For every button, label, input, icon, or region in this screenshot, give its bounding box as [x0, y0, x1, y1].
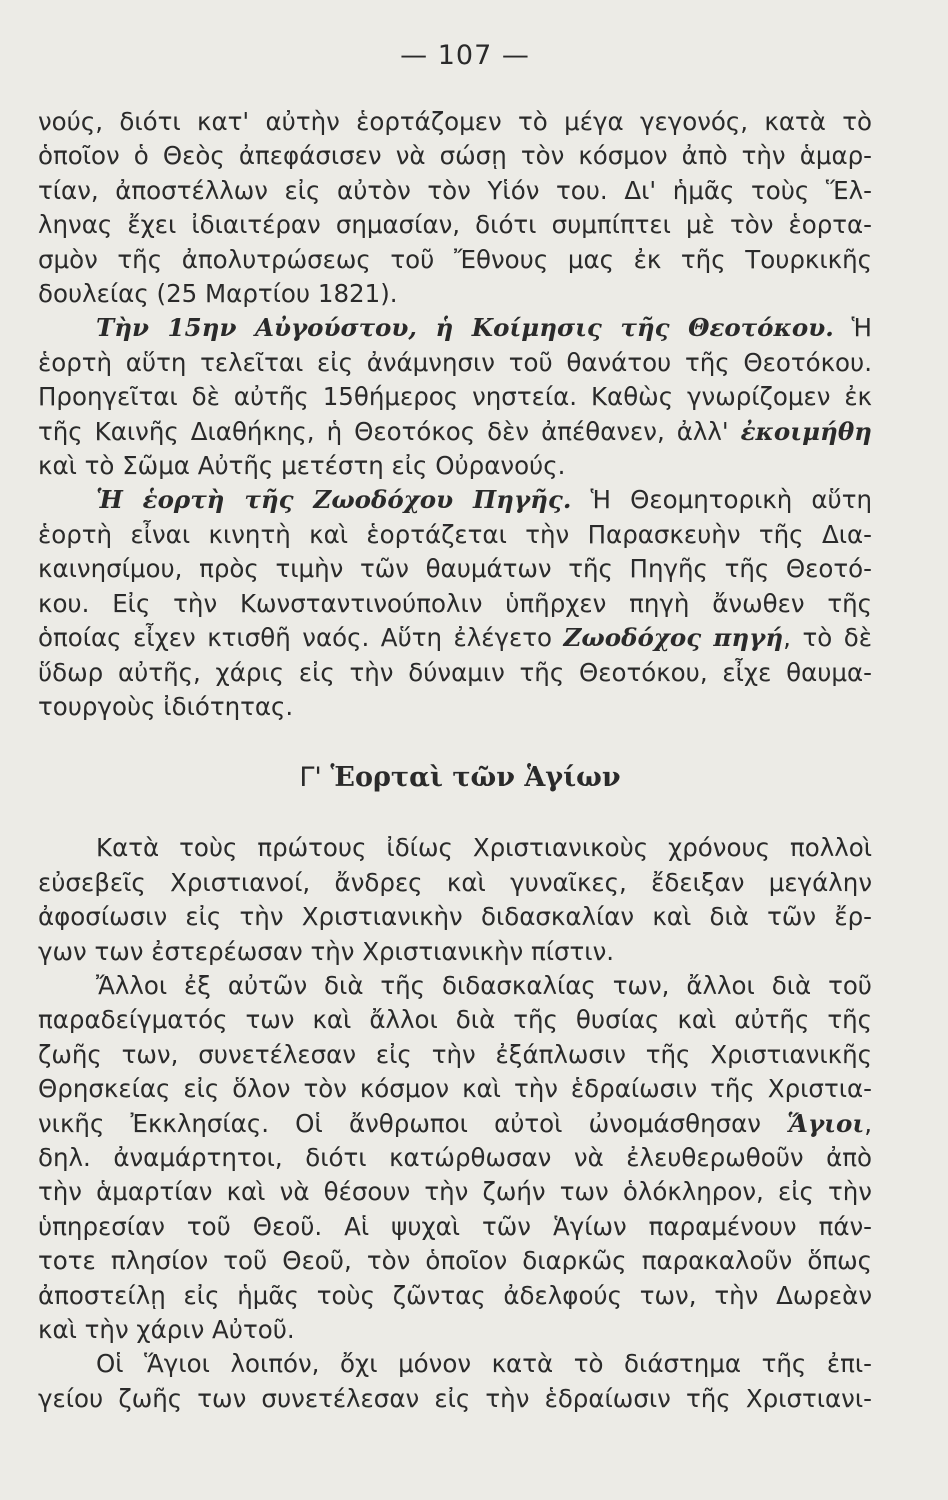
- text-line: Ἄλλοι ἐξ αὐτῶν διὰ τῆς διδασκαλίας των, ἄλλοι διὰ τοῦ: [96, 970, 872, 1000]
- emphasis-text: ἐκοιμήθη: [740, 416, 872, 446]
- page-number: — 107 —: [400, 40, 530, 71]
- text-line: Κατὰ τοὺς πρώτους ἰδίως Χριστιανικοὺς χρόνους πολλοὶ: [96, 833, 872, 863]
- emphasis-text: Ἅγιοι: [787, 1108, 865, 1138]
- paragraph-saints-roles: [38, 969, 872, 1347]
- text-line: [38, 311, 872, 345]
- text-line: ζωῆς των, συνετέλεσαν εἰς τὴν ἐξάπλωσιν τῆς Χριστιανικῆς: [38, 1039, 872, 1069]
- section-number: Γ': [299, 762, 331, 794]
- text-fragment: ὁποίας εἶχεν κτισθῆ ναός. Αὕτη ἐλέγετο: [38, 623, 564, 653]
- text-line: ὁποῖον ὁ Θεὸς ἀπεφάσισεν νὰ σώσῃ τὸν κόσμον ἀπὸ τὴν ἁμαρ-: [38, 141, 872, 171]
- text-line: κου. Εἰς τὴν Κωνσταντινούπολιν ὑπῆρχεν πηγὴ ἄνωθεν τῆς: [38, 588, 872, 618]
- text-line: [38, 415, 872, 449]
- text-line: Θρησκείας εἰς ὅλον τὸν κόσμον καὶ τὴν ἑδραίωσιν τῆς Χριστια-: [38, 1074, 872, 1104]
- feast-title-life-giving-spring: Ἡ ἑορτὴ τῆς Ζωοδόχου Πηγῆς.: [96, 485, 572, 515]
- text-line: [38, 483, 872, 517]
- text-line: τὴν ἁμαρτίαν καὶ νὰ θέσουν τὴν ζωήν των ὁλόκληρον, εἰς τὴν: [38, 1177, 872, 1207]
- text-line: δηλ. ἀναμάρτητοι, διότι κατώρθωσαν νὰ ἐλευθερωθοῦν ἀπὸ: [38, 1142, 872, 1172]
- text-fragment: Ἡ Θεομητορικὴ αὕτη: [571, 485, 872, 515]
- text-line: [38, 621, 872, 655]
- text-fragment: , τὸ δὲ: [783, 623, 872, 653]
- text-line: σμὸν τῆς ἀπολυτρώσεως τοῦ Ἔθνους μας ἐκ τῆς Τουρκικῆς: [38, 244, 872, 274]
- text-line: γείου ζωῆς των συνετέλεσαν εἰς τὴν ἑδραίωσιν τῆς Χριστιανι-: [38, 1383, 872, 1413]
- text-line: ἀποστείλῃ εἰς ἡμᾶς τοὺς ζῶντας ἀδελφούς των, τὴν Δωρεὰν: [38, 1280, 872, 1310]
- text-line: τίαν, ἀποστέλλων εἰς αὐτὸν τὸν Υἱόν του. Δι' ἡμᾶς τοὺς Ἕλ-: [38, 175, 872, 205]
- text-fragment: νικῆς Ἐκκλησίας. Οἱ ἄνθρωποι αὐτοὶ ὠνομάσθησαν: [38, 1108, 788, 1138]
- section-heading: [38, 762, 872, 793]
- text-line: Οἱ Ἅγιοι λοιπόν, ὄχι μόνον κατὰ τὸ διάστημα τῆς ἐπι-: [96, 1349, 872, 1379]
- text-line: καινησίμου, πρὸς τιμὴν τῶν θαυμάτων τῆς Πηγῆς τῆς Θεοτό-: [38, 554, 872, 584]
- text-line: εὐσεβεῖς Χριστιανοί, ἄνδρες καὶ γυναῖκες, ἔδειξαν μεγάλην: [38, 867, 872, 897]
- text-line: ληνας ἔχει ἰδιαιτέραν σημασίαν, διότι συμπίπτει μὲ τὸν ἑορτα-: [38, 210, 872, 240]
- text-line: ἀφοσίωσιν εἰς τὴν Χριστιανικὴν διδασκαλίαν καὶ διὰ τῶν ἔρ-: [38, 902, 872, 932]
- text-line: τοτε πλησίον τοῦ Θεοῦ, τὸν ὁποῖον διαρκῶς παρακαλοῦν ὅπως: [38, 1246, 872, 1276]
- text-line: γων των ἐστερέωσαν τὴν Χριστιανικὴν πίστιν.: [38, 936, 615, 966]
- text-line: ὕδωρ αὐτῆς, χάρις εἰς τὴν δύναμιν τῆς Θεοτόκου, εἶχε θαυμα-: [38, 657, 872, 687]
- section-title: Ἑορταὶ τῶν Ἁγίων: [330, 762, 621, 794]
- text-line: παραδείγματός των καὶ ἄλλοι διὰ τῆς θυσίας καὶ αὐτῆς τῆς: [38, 1005, 872, 1035]
- paragraph-life-giving-spring: [38, 483, 872, 724]
- text-line: [38, 1107, 872, 1141]
- text-line: καὶ τὸ Σῶμα Αὐτῆς μετέστη εἰς Οὐρανούς.: [38, 451, 566, 481]
- text-line: νούς, διότι κατ' αὐτὴν ἑορτάζομεν τὸ μέγα γεγονός, κατὰ τὸ: [38, 107, 872, 136]
- text-line: καὶ τὴν χάριν Αὐτοῦ.: [38, 1315, 295, 1344]
- paragraph-annunciation: [38, 105, 872, 311]
- paragraph-saints-continuation: [38, 1347, 872, 1416]
- text-fragment: Ἡ: [833, 313, 872, 343]
- text-line: ἑορτὴ αὕτη τελεῖται εἰς ἀνάμνησιν τοῦ θανάτου τῆς Θεοτόκου.: [38, 347, 872, 377]
- text-line: ὑπηρεσίαν τοῦ Θεοῦ. Αἱ ψυχαὶ τῶν Ἁγίων παραμένουν πάν-: [38, 1211, 872, 1241]
- paragraph-dormition: [38, 311, 872, 483]
- paragraph-saints-intro: [38, 831, 872, 969]
- feast-title-dormition: Τὴν 15ην Αὐγούστου, ἡ Κοίμησις τῆς Θεοτόκου.: [96, 313, 834, 343]
- text-fragment: ,: [864, 1108, 872, 1138]
- text-line: δουλείας (25 Μαρτίου 1821).: [38, 279, 398, 309]
- text-line: τουργοὺς ἰδιότητας.: [38, 691, 294, 721]
- text-fragment: τῆς Καινῆς Διαθήκης, ἡ Θεοτόκος δὲν ἀπέθανεν, ἀλλ': [38, 416, 741, 446]
- text-line: Προηγεῖται δὲ αὐτῆς 15θήμερος νηστεία. Καθὼς γνωρίζομεν ἐκ: [38, 382, 872, 412]
- text-line: ἑορτὴ εἶναι κινητὴ καὶ ἑορτάζεται τὴν Παρασκευὴν τῆς Δια-: [38, 519, 872, 549]
- emphasis-text: Ζωοδόχος πηγή: [563, 623, 784, 653]
